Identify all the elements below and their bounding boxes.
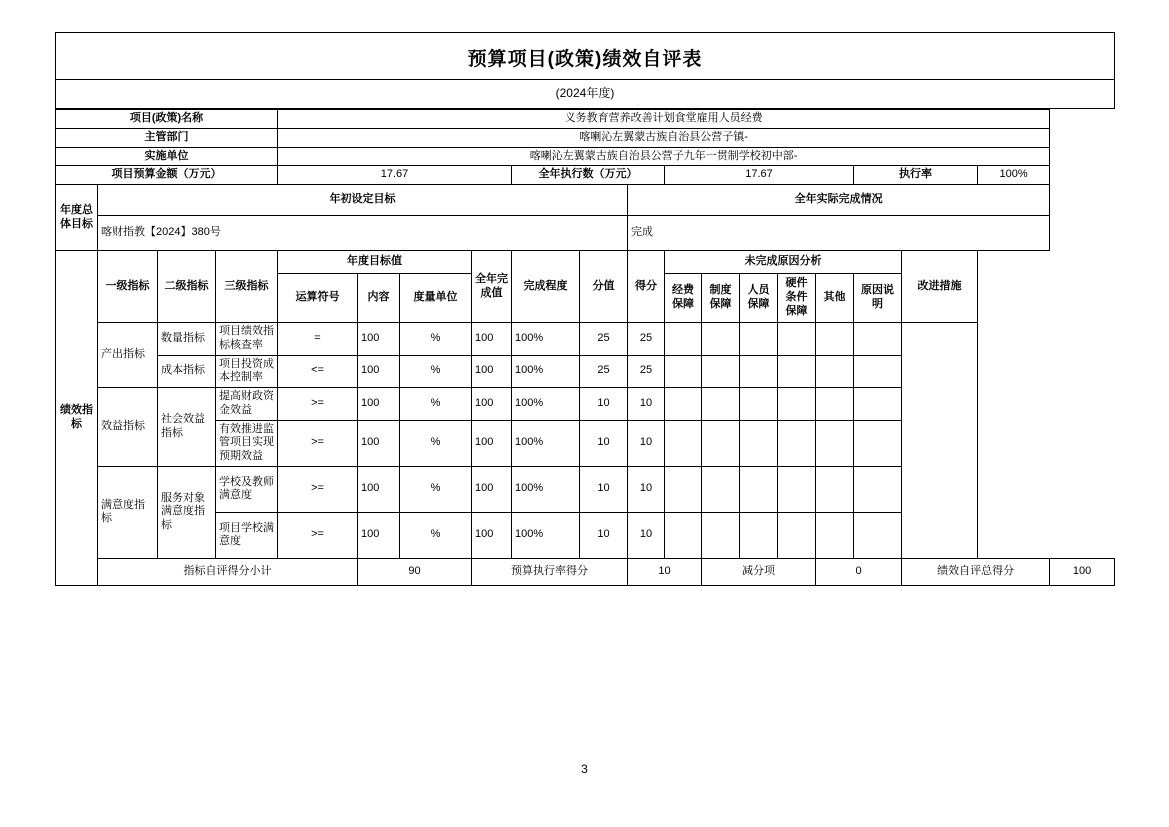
header-unfinished-reason: 未完成原因分析 — [665, 251, 902, 274]
cell-fund-guarantee — [665, 388, 702, 421]
cell-reason-note — [854, 355, 902, 388]
cell-staff-guarantee — [740, 355, 778, 388]
cell-unit: % — [400, 466, 472, 512]
evaluation-sheet — [55, 32, 1115, 586]
cell-system-guarantee — [702, 355, 740, 388]
cell-reason-note — [854, 323, 902, 356]
cell-year-complete: 100 — [472, 355, 512, 388]
cell-content: 100 — [358, 466, 400, 512]
row-project-name — [56, 110, 1115, 129]
page-title: 预算项目(政策)绩效自评表 — [55, 32, 1115, 80]
row-department — [56, 128, 1115, 147]
cell-content: 100 — [358, 420, 400, 466]
unit-label: 实施单位 — [56, 147, 278, 166]
cell-hardware-guarantee — [778, 323, 816, 356]
cell-system-guarantee — [702, 466, 740, 512]
cell-other — [816, 466, 854, 512]
annual-goal-actual-value: 完成 — [628, 216, 1050, 251]
cell-operator: = — [278, 323, 358, 356]
cell-score-got: 10 — [628, 420, 665, 466]
cell-fund-guarantee — [665, 512, 702, 558]
cell-unit: % — [400, 420, 472, 466]
cell-unit: % — [400, 323, 472, 356]
cell-level1: 产出指标 — [98, 323, 158, 388]
cell-year-complete: 100 — [472, 323, 512, 356]
cell-unit: % — [400, 355, 472, 388]
cell-reason-note — [854, 388, 902, 421]
row-perf-header-1 — [56, 251, 1115, 274]
cell-fund-guarantee — [665, 355, 702, 388]
exec-score-label: 预算执行率得分 — [472, 558, 628, 585]
cell-improve — [902, 323, 978, 559]
cell-reason-note — [854, 420, 902, 466]
subtotal-label: 指标自评得分小计 — [98, 558, 358, 585]
annual-goal-initial-value: 喀财指教【2024】380号 — [98, 216, 628, 251]
cell-level3: 学校及教师满意度 — [216, 466, 278, 512]
department-value: 喀喇沁左翼蒙古族自治县公营子镇- — [278, 128, 1050, 147]
cell-staff-guarantee — [740, 466, 778, 512]
cell-score-value: 10 — [580, 466, 628, 512]
cell-score-got: 25 — [628, 355, 665, 388]
cell-staff-guarantee — [740, 388, 778, 421]
deduct-value: 0 — [816, 558, 902, 585]
cell-year-complete: 100 — [472, 512, 512, 558]
unit-value: 喀喇沁左翼蒙古族自治县公营子九年一贯制学校初中部- — [278, 147, 1050, 166]
cell-hardware-guarantee — [778, 355, 816, 388]
cell-hardware-guarantee — [778, 420, 816, 466]
cell-score-got: 10 — [628, 388, 665, 421]
cell-level3: 项目绩效指标核查率 — [216, 323, 278, 356]
cell-level3: 提高财政资金效益 — [216, 388, 278, 421]
header-complete-degree: 完成程度 — [512, 251, 580, 323]
rate-value: 100% — [978, 166, 1050, 185]
cell-reason-note — [854, 512, 902, 558]
cell-score-value: 10 — [580, 512, 628, 558]
page-number: 3 — [581, 762, 588, 776]
header-fund-guarantee: 经费保障 — [665, 274, 702, 323]
header-improve: 改进措施 — [902, 251, 978, 323]
cell-hardware-guarantee — [778, 512, 816, 558]
cell-operator: >= — [278, 512, 358, 558]
execute-label: 全年执行数（万元） — [512, 166, 665, 185]
cell-level1: 效益指标 — [98, 388, 158, 467]
cell-staff-guarantee — [740, 323, 778, 356]
total-value: 100 — [1050, 558, 1115, 585]
cell-hardware-guarantee — [778, 466, 816, 512]
cell-fund-guarantee — [665, 420, 702, 466]
row-budget — [56, 166, 1115, 185]
header-staff-guarantee: 人员保障 — [740, 274, 778, 323]
table-row — [56, 323, 1115, 356]
row-unit — [56, 147, 1115, 166]
execute-value: 17.67 — [665, 166, 854, 185]
cell-level3: 项目投资成本控制率 — [216, 355, 278, 388]
header-level1: 一级指标 — [98, 251, 158, 323]
cell-other — [816, 512, 854, 558]
cell-level2: 社会效益指标 — [158, 388, 216, 467]
cell-level3: 项目学校满意度 — [216, 512, 278, 558]
cell-complete-degree: 100% — [512, 388, 580, 421]
cell-complete-degree: 100% — [512, 323, 580, 356]
cell-operator: <= — [278, 355, 358, 388]
header-hardware-guarantee: 硬件条件保障 — [778, 274, 816, 323]
header-reason-note: 原因说明 — [854, 274, 902, 323]
cell-system-guarantee — [702, 512, 740, 558]
cell-year-complete: 100 — [472, 420, 512, 466]
cell-level2: 数量指标 — [158, 323, 216, 356]
header-score-got: 得分 — [628, 251, 665, 323]
row-footer-scores — [56, 558, 1115, 585]
cell-operator: >= — [278, 388, 358, 421]
cell-staff-guarantee — [740, 420, 778, 466]
annual-goal-row-label: 年度总体目标 — [56, 185, 98, 251]
cell-unit: % — [400, 512, 472, 558]
cell-score-value: 25 — [580, 323, 628, 356]
cell-operator: >= — [278, 420, 358, 466]
annual-goal-actual-header: 全年实际完成情况 — [628, 185, 1050, 216]
cell-unit: % — [400, 388, 472, 421]
cell-other — [816, 388, 854, 421]
cell-score-value: 10 — [580, 388, 628, 421]
cell-score-got: 25 — [628, 323, 665, 356]
cell-year-complete: 100 — [472, 388, 512, 421]
cell-level1: 满意度指标 — [98, 466, 158, 558]
cell-fund-guarantee — [665, 323, 702, 356]
budget-label: 项目预算金额（万元） — [56, 166, 278, 185]
header-year-target: 年度目标值 — [278, 251, 472, 274]
cell-system-guarantee — [702, 388, 740, 421]
cell-content: 100 — [358, 388, 400, 421]
header-system-guarantee: 制度保障 — [702, 274, 740, 323]
cell-system-guarantee — [702, 323, 740, 356]
page-subtitle: (2024年度) — [55, 80, 1115, 109]
budget-value: 17.67 — [278, 166, 512, 185]
cell-complete-degree: 100% — [512, 355, 580, 388]
cell-content: 100 — [358, 355, 400, 388]
cell-level2: 成本指标 — [158, 355, 216, 388]
project-name-value: 义务教育营养改善计划食堂雇用人员经费 — [278, 110, 1050, 129]
cell-other — [816, 420, 854, 466]
cell-other — [816, 323, 854, 356]
cell-complete-degree: 100% — [512, 512, 580, 558]
rate-label: 执行率 — [854, 166, 978, 185]
subtotal-value: 90 — [358, 558, 472, 585]
main-table — [55, 109, 1115, 586]
header-level3: 三级指标 — [216, 251, 278, 323]
header-unit: 度量单位 — [400, 274, 472, 323]
cell-operator: >= — [278, 466, 358, 512]
header-content: 内容 — [358, 274, 400, 323]
cell-score-value: 10 — [580, 420, 628, 466]
cell-score-value: 25 — [580, 355, 628, 388]
cell-other — [816, 355, 854, 388]
cell-fund-guarantee — [665, 466, 702, 512]
header-level2: 二级指标 — [158, 251, 216, 323]
cell-complete-degree: 100% — [512, 420, 580, 466]
cell-complete-degree: 100% — [512, 466, 580, 512]
perf-row-label: 绩效指标 — [56, 251, 98, 586]
cell-content: 100 — [358, 323, 400, 356]
cell-score-got: 10 — [628, 512, 665, 558]
row-annual-goal-header — [56, 185, 1115, 216]
cell-system-guarantee — [702, 420, 740, 466]
department-label: 主管部门 — [56, 128, 278, 147]
cell-content: 100 — [358, 512, 400, 558]
cell-score-got: 10 — [628, 466, 665, 512]
header-other: 其他 — [816, 274, 854, 323]
cell-level3: 有效推进监管项目实现预期效益 — [216, 420, 278, 466]
deduct-label: 减分项 — [702, 558, 816, 585]
cell-reason-note — [854, 466, 902, 512]
exec-score-value: 10 — [628, 558, 702, 585]
project-name-label: 项目(政策)名称 — [56, 110, 278, 129]
cell-year-complete: 100 — [472, 466, 512, 512]
total-label: 绩效自评总得分 — [902, 558, 1050, 585]
annual-goal-initial-header: 年初设定目标 — [98, 185, 628, 216]
cell-level2: 服务对象满意度指标 — [158, 466, 216, 558]
header-year-complete: 全年完成值 — [472, 251, 512, 323]
header-score-value: 分值 — [580, 251, 628, 323]
row-annual-goal-value — [56, 216, 1115, 251]
header-operator: 运算符号 — [278, 274, 358, 323]
cell-hardware-guarantee — [778, 388, 816, 421]
cell-staff-guarantee — [740, 512, 778, 558]
